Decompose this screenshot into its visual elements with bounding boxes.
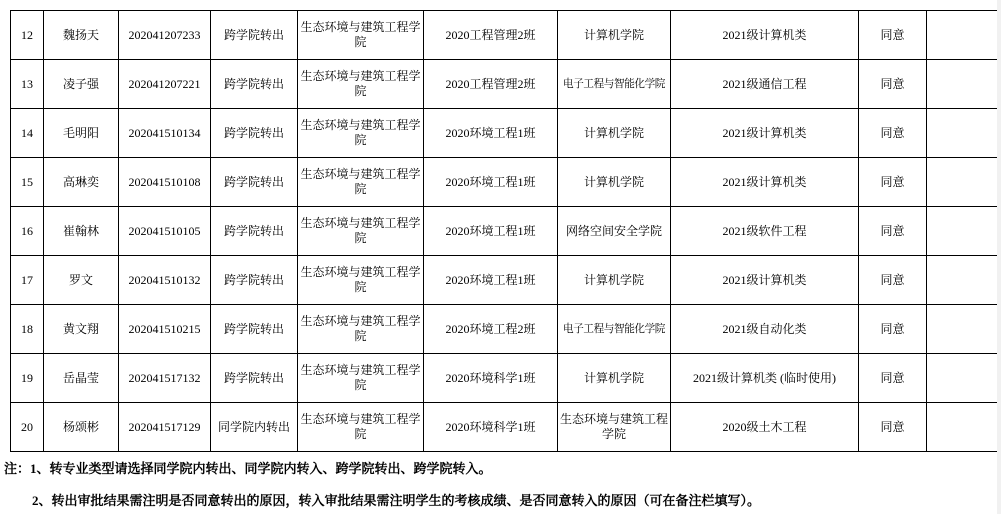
cell-from-college: 生态环境与建筑工程学院 (298, 256, 424, 305)
cell-class: 2020环境工程1班 (424, 109, 558, 158)
cell-to-major: 2021级通信工程 (671, 60, 859, 109)
cell-remark (927, 256, 999, 305)
table-row (11, 11, 999, 60)
cell-row-number: 14 (11, 109, 44, 158)
cell-class: 2020环境工程1班 (424, 256, 558, 305)
cell-student-name: 崔翰林 (44, 207, 119, 256)
cell-to-major: 2021级计算机类 (671, 256, 859, 305)
cell-remark (927, 403, 999, 452)
cell-transfer-type: 跨学院转出 (211, 158, 298, 207)
right-edge-strip (997, 0, 1001, 514)
cell-to-college: 网络空间安全学院 (558, 207, 671, 256)
cell-to-college: 计算机学院 (558, 256, 671, 305)
cell-to-college: 计算机学院 (558, 11, 671, 60)
cell-transfer-type: 跨学院转出 (211, 109, 298, 158)
cell-from-college: 生态环境与建筑工程学院 (298, 60, 424, 109)
cell-to-college: 计算机学院 (558, 354, 671, 403)
transfer-records-table (10, 10, 999, 452)
cell-transfer-type: 跨学院转出 (211, 354, 298, 403)
cell-remark (927, 158, 999, 207)
cell-class: 2020环境工程1班 (424, 158, 558, 207)
cell-to-college: 计算机学院 (558, 109, 671, 158)
cell-to-major: 2021级软件工程 (671, 207, 859, 256)
cell-from-college: 生态环境与建筑工程学院 (298, 305, 424, 354)
cell-row-number: 19 (11, 354, 44, 403)
cell-from-college: 生态环境与建筑工程学院 (298, 158, 424, 207)
cell-remark (927, 354, 999, 403)
table-row (11, 158, 999, 207)
cell-approval: 同意 (859, 60, 927, 109)
cell-student-name: 黄文翔 (44, 305, 119, 354)
table-row (11, 256, 999, 305)
cell-from-college: 生态环境与建筑工程学院 (298, 207, 424, 256)
cell-remark (927, 60, 999, 109)
cell-transfer-type: 跨学院转出 (211, 11, 298, 60)
cell-student-id: 202041207233 (119, 11, 211, 60)
cell-student-id: 202041510108 (119, 158, 211, 207)
cell-to-major: 2020级土木工程 (671, 403, 859, 452)
cell-student-name: 高琳奕 (44, 158, 119, 207)
cell-transfer-type: 跨学院转出 (211, 60, 298, 109)
cell-student-id: 202041510134 (119, 109, 211, 158)
cell-student-id: 202041207221 (119, 60, 211, 109)
cell-approval: 同意 (859, 354, 927, 403)
cell-class: 2020环境科学1班 (424, 403, 558, 452)
cell-remark (927, 305, 999, 354)
cell-from-college: 生态环境与建筑工程学院 (298, 354, 424, 403)
note-line-1: 注：1、转专业类型请选择同学院内转出、同学院内转入、跨学院转出、跨学院转入。 (4, 461, 492, 476)
cell-from-college: 生态环境与建筑工程学院 (298, 109, 424, 158)
cell-row-number: 13 (11, 60, 44, 109)
cell-approval: 同意 (859, 158, 927, 207)
cell-transfer-type: 跨学院转出 (211, 305, 298, 354)
table-row (11, 109, 999, 158)
cell-approval: 同意 (859, 109, 927, 158)
cell-to-major: 2021级计算机类 (671, 109, 859, 158)
cell-approval: 同意 (859, 256, 927, 305)
cell-row-number: 18 (11, 305, 44, 354)
cell-class: 2020环境工程2班 (424, 305, 558, 354)
cell-student-name: 凌子强 (44, 60, 119, 109)
cell-student-name: 杨颂彬 (44, 403, 119, 452)
cell-row-number: 20 (11, 403, 44, 452)
cell-row-number: 16 (11, 207, 44, 256)
cell-approval: 同意 (859, 11, 927, 60)
cell-to-college: 电子工程与智能化学院 (558, 60, 671, 109)
cell-approval: 同意 (859, 207, 927, 256)
cell-class: 2020工程管理2班 (424, 60, 558, 109)
cell-transfer-type: 跨学院转出 (211, 256, 298, 305)
table-row (11, 305, 999, 354)
cell-to-major: 2021级计算机类 (671, 11, 859, 60)
cell-transfer-type: 跨学院转出 (211, 207, 298, 256)
cell-row-number: 12 (11, 11, 44, 60)
cell-student-name: 岳晶莹 (44, 354, 119, 403)
cell-to-college: 电子工程与智能化学院 (558, 305, 671, 354)
cell-student-name: 罗文 (44, 256, 119, 305)
cell-from-college: 生态环境与建筑工程学院 (298, 403, 424, 452)
cell-student-name: 毛明阳 (44, 109, 119, 158)
table-row (11, 354, 999, 403)
cell-student-id: 202041510105 (119, 207, 211, 256)
cell-student-id: 202041510132 (119, 256, 211, 305)
note-line-2: 2、转出审批结果需注明是否同意转出的原因，转入审批结果需注明学生的考核成绩、是否同意转入的原因（可在备注栏填写）。 (32, 493, 761, 508)
cell-student-id: 202041517129 (119, 403, 211, 452)
cell-remark (927, 207, 999, 256)
cell-remark (927, 11, 999, 60)
table-row (11, 207, 999, 256)
cell-remark (927, 109, 999, 158)
cell-to-major: 2021级自动化类 (671, 305, 859, 354)
cell-row-number: 15 (11, 158, 44, 207)
cell-to-college: 生态环境与建筑工程学院 (558, 403, 671, 452)
cell-approval: 同意 (859, 305, 927, 354)
cell-class: 2020环境工程1班 (424, 207, 558, 256)
cell-from-college: 生态环境与建筑工程学院 (298, 11, 424, 60)
records-table-body (11, 11, 999, 452)
cell-student-name: 魏扬天 (44, 11, 119, 60)
cell-to-college: 计算机学院 (558, 158, 671, 207)
cell-student-id: 202041517132 (119, 354, 211, 403)
cell-approval: 同意 (859, 403, 927, 452)
cell-to-major: 2021级计算机类 (671, 158, 859, 207)
cell-student-id: 202041510215 (119, 305, 211, 354)
cell-row-number: 17 (11, 256, 44, 305)
cell-to-major: 2021级计算机类 (临时使用) (671, 354, 859, 403)
table-row (11, 60, 999, 109)
cell-transfer-type: 同学院内转出 (211, 403, 298, 452)
cell-class: 2020环境科学1班 (424, 354, 558, 403)
table-row (11, 403, 999, 452)
cell-class: 2020工程管理2班 (424, 11, 558, 60)
